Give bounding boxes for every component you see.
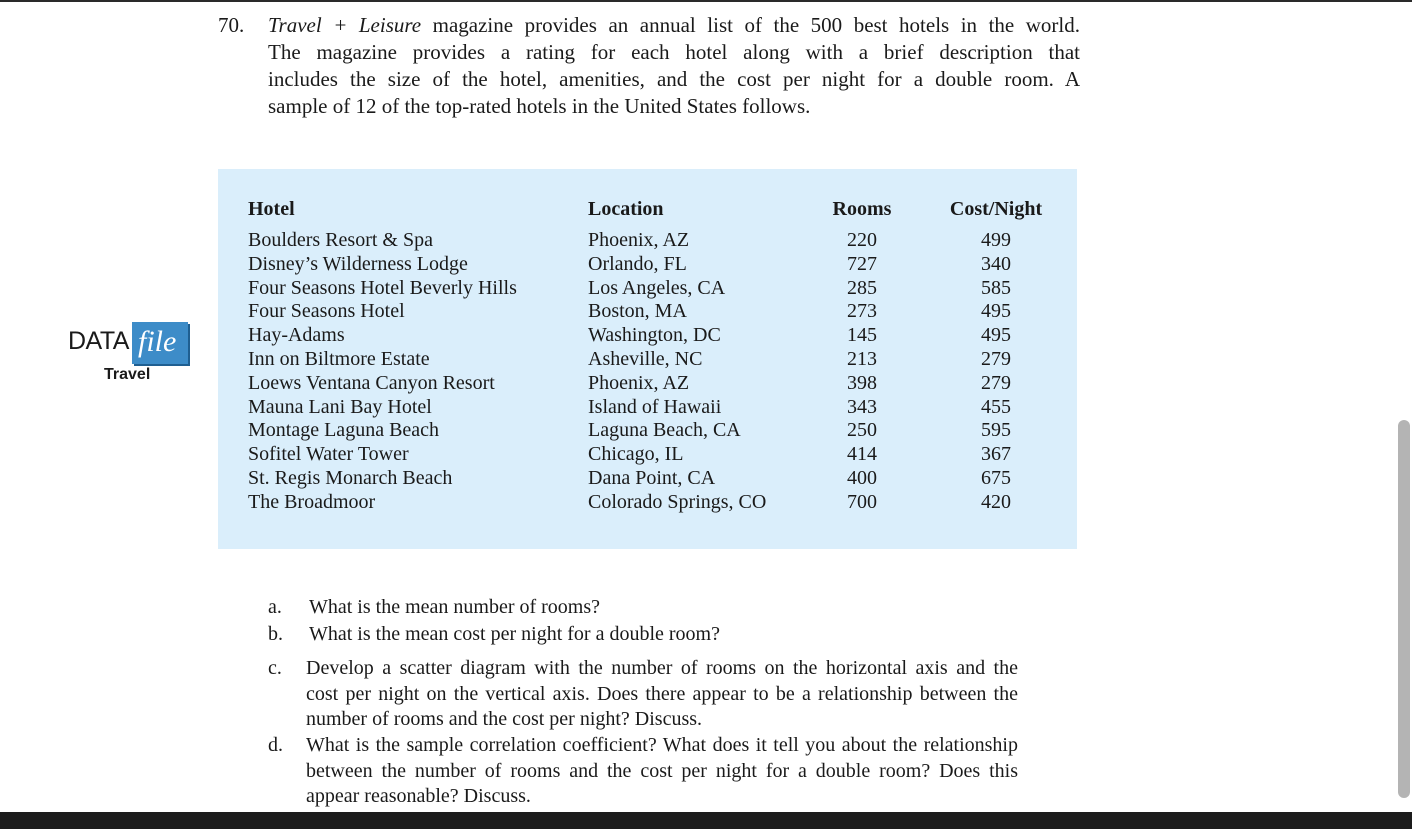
question-line: appear reasonable? Discuss. — [306, 785, 531, 807]
header-location: Location — [588, 198, 664, 220]
question-line: between the number of rooms and the cost per night for a double room? Does this — [306, 759, 1018, 782]
cell-location: Orlando, FL — [588, 252, 687, 275]
table-row — [218, 324, 1077, 348]
cell-location: Chicago, IL — [588, 443, 684, 466]
problem-line-1-rest: magazine provides an annual list of the 500 best hotels in the world. — [421, 13, 1080, 37]
question-text — [309, 622, 1021, 648]
cell-hotel: Montage Laguna Beach — [248, 419, 440, 442]
hotel-table — [218, 169, 1077, 549]
cell-hotel: St. Regis Monarch Beach — [248, 466, 453, 489]
cell-hotel: Disney’s Wilderness Lodge — [248, 252, 468, 275]
table-row — [218, 253, 1077, 277]
cell-cost: 675 — [981, 466, 1011, 489]
cell-location: Washington, DC — [588, 324, 721, 347]
cell-cost: 495 — [981, 300, 1011, 323]
cell-location: Dana Point, CA — [588, 466, 716, 489]
problem-line-3: includes the size of the hotel, amenities, and the cost per night for a double room. A — [268, 67, 1080, 91]
header-cost-night: Cost/Night — [949, 198, 1043, 220]
cell-rooms: 213 — [847, 347, 877, 370]
cell-hotel: Hay-Adams — [248, 324, 345, 347]
cell-hotel: Mauna Lani Bay Hotel — [248, 395, 432, 418]
question-line: What is the sample correlation coefficient? What does it tell you about the relationship — [306, 734, 1018, 756]
question-line: What is the mean cost per night for a double room? — [309, 623, 720, 645]
magazine-name: Travel + Leisure — [268, 13, 422, 37]
question-label: a. — [268, 596, 282, 618]
cell-location: Phoenix, AZ — [588, 229, 690, 251]
cell-rooms: 700 — [847, 490, 877, 513]
cell-rooms: 273 — [847, 300, 877, 323]
cell-rooms: 398 — [847, 371, 877, 394]
top-rule — [0, 0, 1412, 2]
cell-rooms: 727 — [847, 252, 877, 275]
question-text — [306, 656, 1018, 733]
header-hotel: Hotel — [248, 198, 295, 220]
cell-location: Colorado Springs, CO — [588, 490, 767, 513]
question-text — [309, 595, 1021, 621]
cell-hotel: Inn on Biltmore Estate — [248, 347, 430, 370]
cell-rooms: 285 — [847, 276, 877, 299]
cell-hotel: Loews Ventana Canyon Resort — [248, 371, 495, 394]
table-row — [218, 443, 1077, 467]
cell-location: Los Angeles, CA — [588, 276, 726, 299]
cell-cost: 499 — [981, 229, 1011, 251]
table-row — [218, 348, 1077, 372]
datafile-file-word: file — [138, 325, 177, 358]
cell-cost: 279 — [981, 371, 1011, 394]
cell-rooms: 343 — [847, 395, 877, 418]
table-row — [218, 229, 1077, 253]
problem-line-4: sample of 12 of the top-rated hotels in the United States follows. — [268, 94, 811, 118]
table-row — [218, 467, 1077, 491]
cell-rooms: 250 — [847, 419, 877, 442]
cell-hotel: Four Seasons Hotel — [248, 300, 405, 323]
problem-line-1 — [268, 12, 1080, 39]
cell-location: Boston, MA — [588, 300, 687, 323]
datafile-name: Travel — [104, 366, 151, 383]
question-line: cost per night on the vertical axis. Does there appear to be a relationship between the — [306, 682, 1018, 705]
question-text — [306, 733, 1018, 810]
cell-cost: 595 — [981, 419, 1011, 442]
table-row — [218, 419, 1077, 443]
cell-cost: 367 — [981, 443, 1011, 466]
cell-hotel: Sofitel Water Tower — [248, 443, 409, 466]
cell-rooms: 220 — [847, 229, 877, 251]
problem-line-2: The magazine provides a rating for each hotel along with a brief description that — [268, 40, 1080, 64]
question-line: What is the mean number of rooms? — [309, 596, 601, 618]
cell-rooms: 414 — [847, 443, 877, 466]
cell-cost: 495 — [981, 324, 1011, 347]
question-label: c. — [268, 657, 282, 679]
header-rooms: Rooms — [832, 198, 892, 220]
cell-hotel: The Broadmoor — [248, 490, 376, 513]
problem-statement — [268, 12, 1080, 120]
cell-location: Phoenix, AZ — [588, 371, 690, 394]
question-label: b. — [268, 623, 283, 645]
bottom-bar — [0, 812, 1412, 829]
question-line: Develop a scatter diagram with the number of rooms on the horizontal axis and the — [306, 657, 1018, 679]
cell-hotel: Boulders Resort & Spa — [248, 229, 433, 251]
table-row — [218, 300, 1077, 324]
cell-hotel: Four Seasons Hotel Beverly Hills — [248, 276, 517, 299]
cell-cost: 340 — [981, 252, 1011, 275]
cell-rooms: 145 — [847, 324, 877, 347]
cell-cost: 420 — [981, 490, 1011, 513]
cell-cost: 455 — [981, 395, 1011, 418]
question-label: d. — [268, 734, 283, 756]
cell-cost: 585 — [981, 276, 1011, 299]
table-row — [218, 396, 1077, 420]
table-row — [218, 277, 1077, 301]
question-line: number of rooms and the cost per night? Discuss. — [306, 708, 703, 730]
cell-location: Asheville, NC — [588, 347, 703, 370]
problem-number: 70. — [218, 13, 245, 37]
cell-location: Laguna Beach, CA — [588, 419, 741, 442]
datafile-label: DATA — [68, 327, 129, 355]
cell-rooms: 400 — [847, 466, 877, 489]
cell-cost: 279 — [981, 347, 1011, 370]
table-body — [218, 229, 1077, 515]
scrollbar-thumb[interactable] — [1398, 420, 1410, 798]
table-row — [218, 491, 1077, 515]
cell-location: Island of Hawaii — [588, 395, 722, 418]
table-row — [218, 372, 1077, 396]
